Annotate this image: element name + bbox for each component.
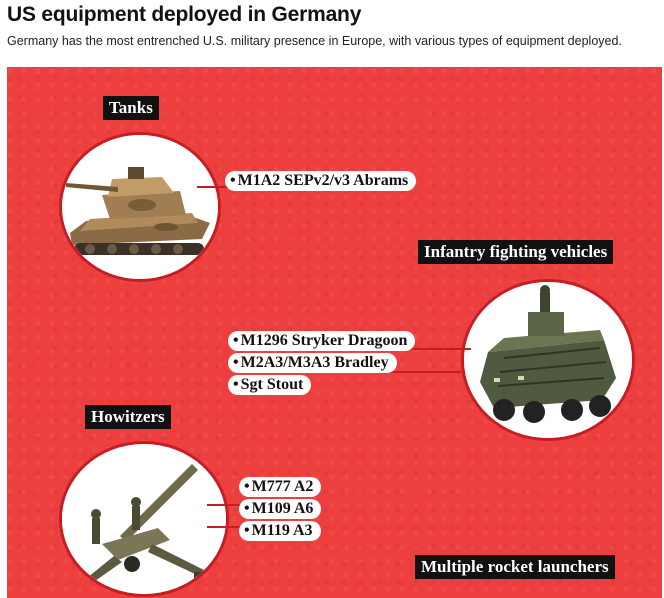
howitzers-item-2: • M109 A6	[239, 499, 321, 519]
howitzers-item-1: • M777 A2	[239, 477, 321, 497]
ifv-item-3: • Sgt Stout	[228, 375, 311, 395]
category-label-tanks: Tanks	[103, 96, 159, 120]
ifv-item-2: • M2A3/M3A3 Bradley	[228, 353, 397, 373]
howitzers-item-3: • M119 A3	[239, 521, 321, 541]
howitzer-image	[59, 441, 229, 597]
category-label-howitzers: Howitzers	[85, 405, 171, 429]
tank-image	[59, 132, 221, 282]
tanks-item-1: • M1A2 SEPv2/v3 Abrams	[225, 171, 416, 191]
page-subtitle: Germany has the most entrenched U.S. military presence in Europe, with various types of equipment deployed.	[7, 34, 622, 48]
stryker-image	[461, 279, 635, 441]
category-label-ifv: Infantry fighting vehicles	[418, 240, 613, 264]
ifv-item-1: • M1296 Stryker Dragoon	[228, 331, 415, 351]
category-label-rockets: Multiple rocket launchers	[415, 555, 615, 579]
infographic-panel	[7, 67, 662, 598]
page-title: US equipment deployed in Germany	[7, 3, 362, 26]
